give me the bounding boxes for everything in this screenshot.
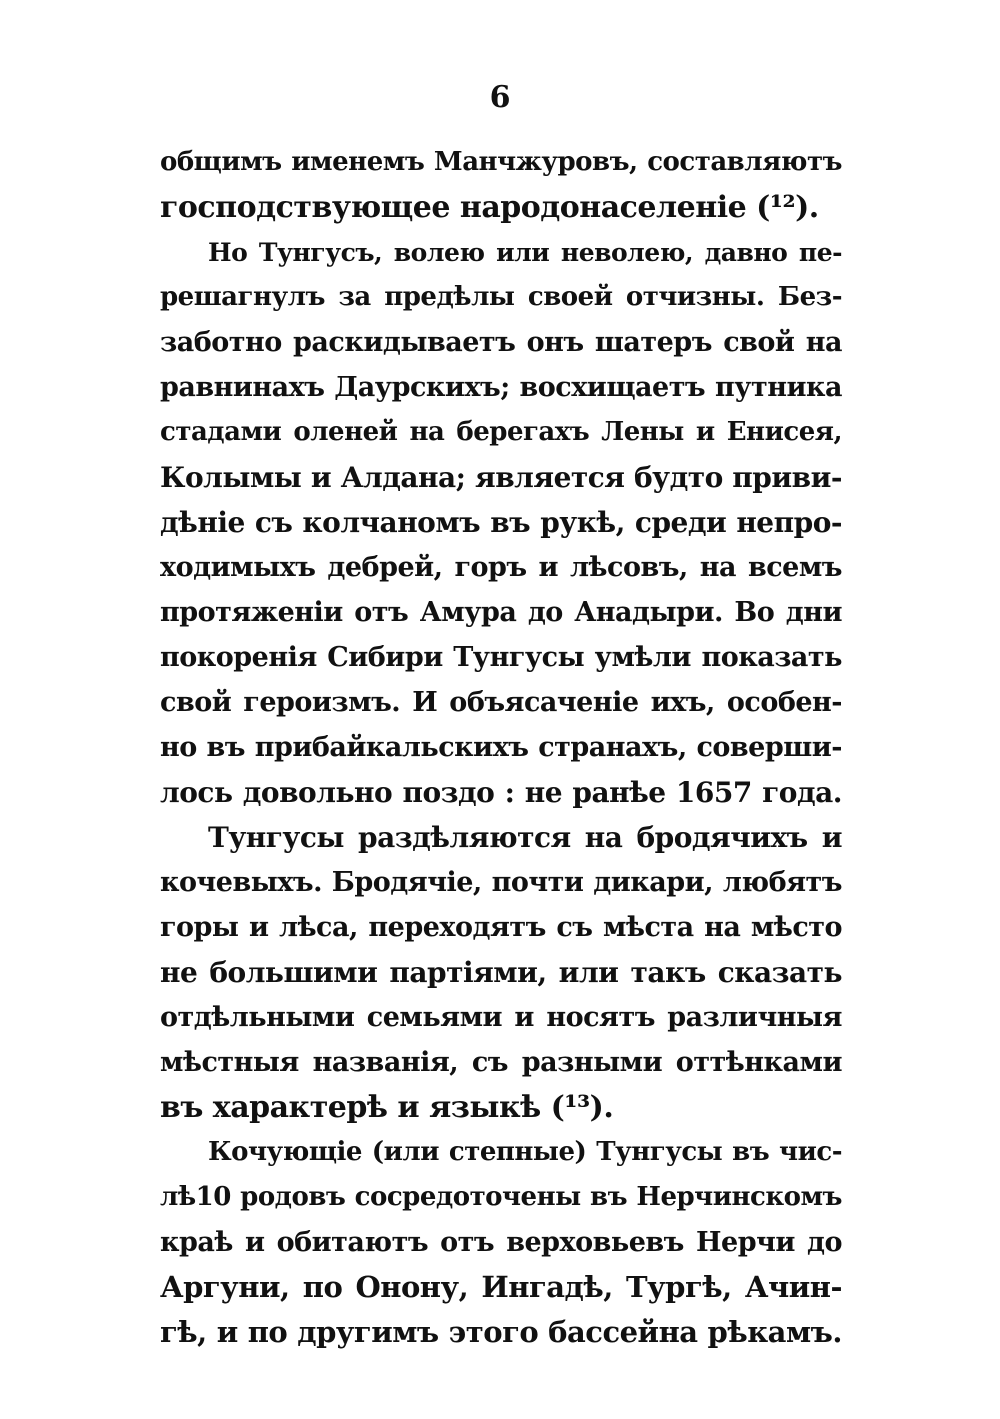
text-line: лось довольно поздо : не ранѣе 1657 года. [160,776,842,809]
text-line: горы и лѣса, переходятъ съ мѣста на мѣсто [160,912,842,943]
text-line: Кочующіе (или степные) Тунгусы въ чис- [208,1137,842,1167]
text-line: стадами оленей на берегахъ Лены и Енисея, [160,417,842,447]
text-line: покоренія Сибири Тунгусы умѣли показать [160,642,842,673]
text-line: мѣстныя названія, съ разными оттѣнками [160,1047,842,1078]
text-line: краѣ и обитаютъ отъ верховьевъ Нерчи до [160,1227,842,1258]
text-line: протяженіи отъ Амура до Анадыри. Во дни [160,597,842,628]
text-line: равнинахъ Даурскихъ; восхищаетъ путника [160,372,842,403]
text-line: кочевыхъ. Бродячіе, почти дикари, любятъ [160,867,842,898]
paragraph-3 [160,815,842,1130]
text-line: дѣніе съ колчаномъ въ рукѣ, среди непро- [160,506,842,539]
text-line: отдѣльными семьями и носятъ различныя [160,1002,842,1033]
page-number: 6 [489,80,511,115]
text-line: Аргуни, по Онону, Ингадѣ, Тургѣ, Ачин- [160,1270,842,1304]
text-line: Тунгусы раздѣляются на бродячихъ и [208,821,842,854]
text-line: въ характерѣ и языкѣ (¹³). [160,1090,614,1125]
text-line: общимъ именемъ Манчжуровъ, составляютъ [160,147,842,177]
text-line: Колымы и Алдана; является будто приви- [160,461,842,494]
text-line: не большими партіями, или такъ сказать [160,956,842,989]
text-line: ходимыхъ дебрей, горъ и лѣсовъ, на всемъ [160,552,842,583]
paragraph-2 [160,230,842,815]
paragraph-1 [160,140,842,230]
text-line: свой героизмъ. И объясаченіе ихъ, особен- [160,687,842,718]
paragraph-4 [160,1130,842,1355]
text-line: лѣ10 родовъ сосредоточены въ Нерчинскомъ [160,1182,842,1212]
text-line: Но Тунгусъ, волею или неволею, давно пе- [208,238,842,267]
text-line: господствующее народонаселеніе (¹²). [160,190,819,225]
text-line: решагнулъ за предѣлы своей отчизны. Без- [160,282,842,312]
text-line: но въ прибайкальскихъ странахъ, соверши- [160,732,842,763]
text-line: заботно раскидываетъ онъ шатеръ свой на [160,327,842,358]
body-text [160,140,842,1355]
text-line: гѣ, и по другимъ этого бассейна рѣкамъ. [160,1315,842,1349]
